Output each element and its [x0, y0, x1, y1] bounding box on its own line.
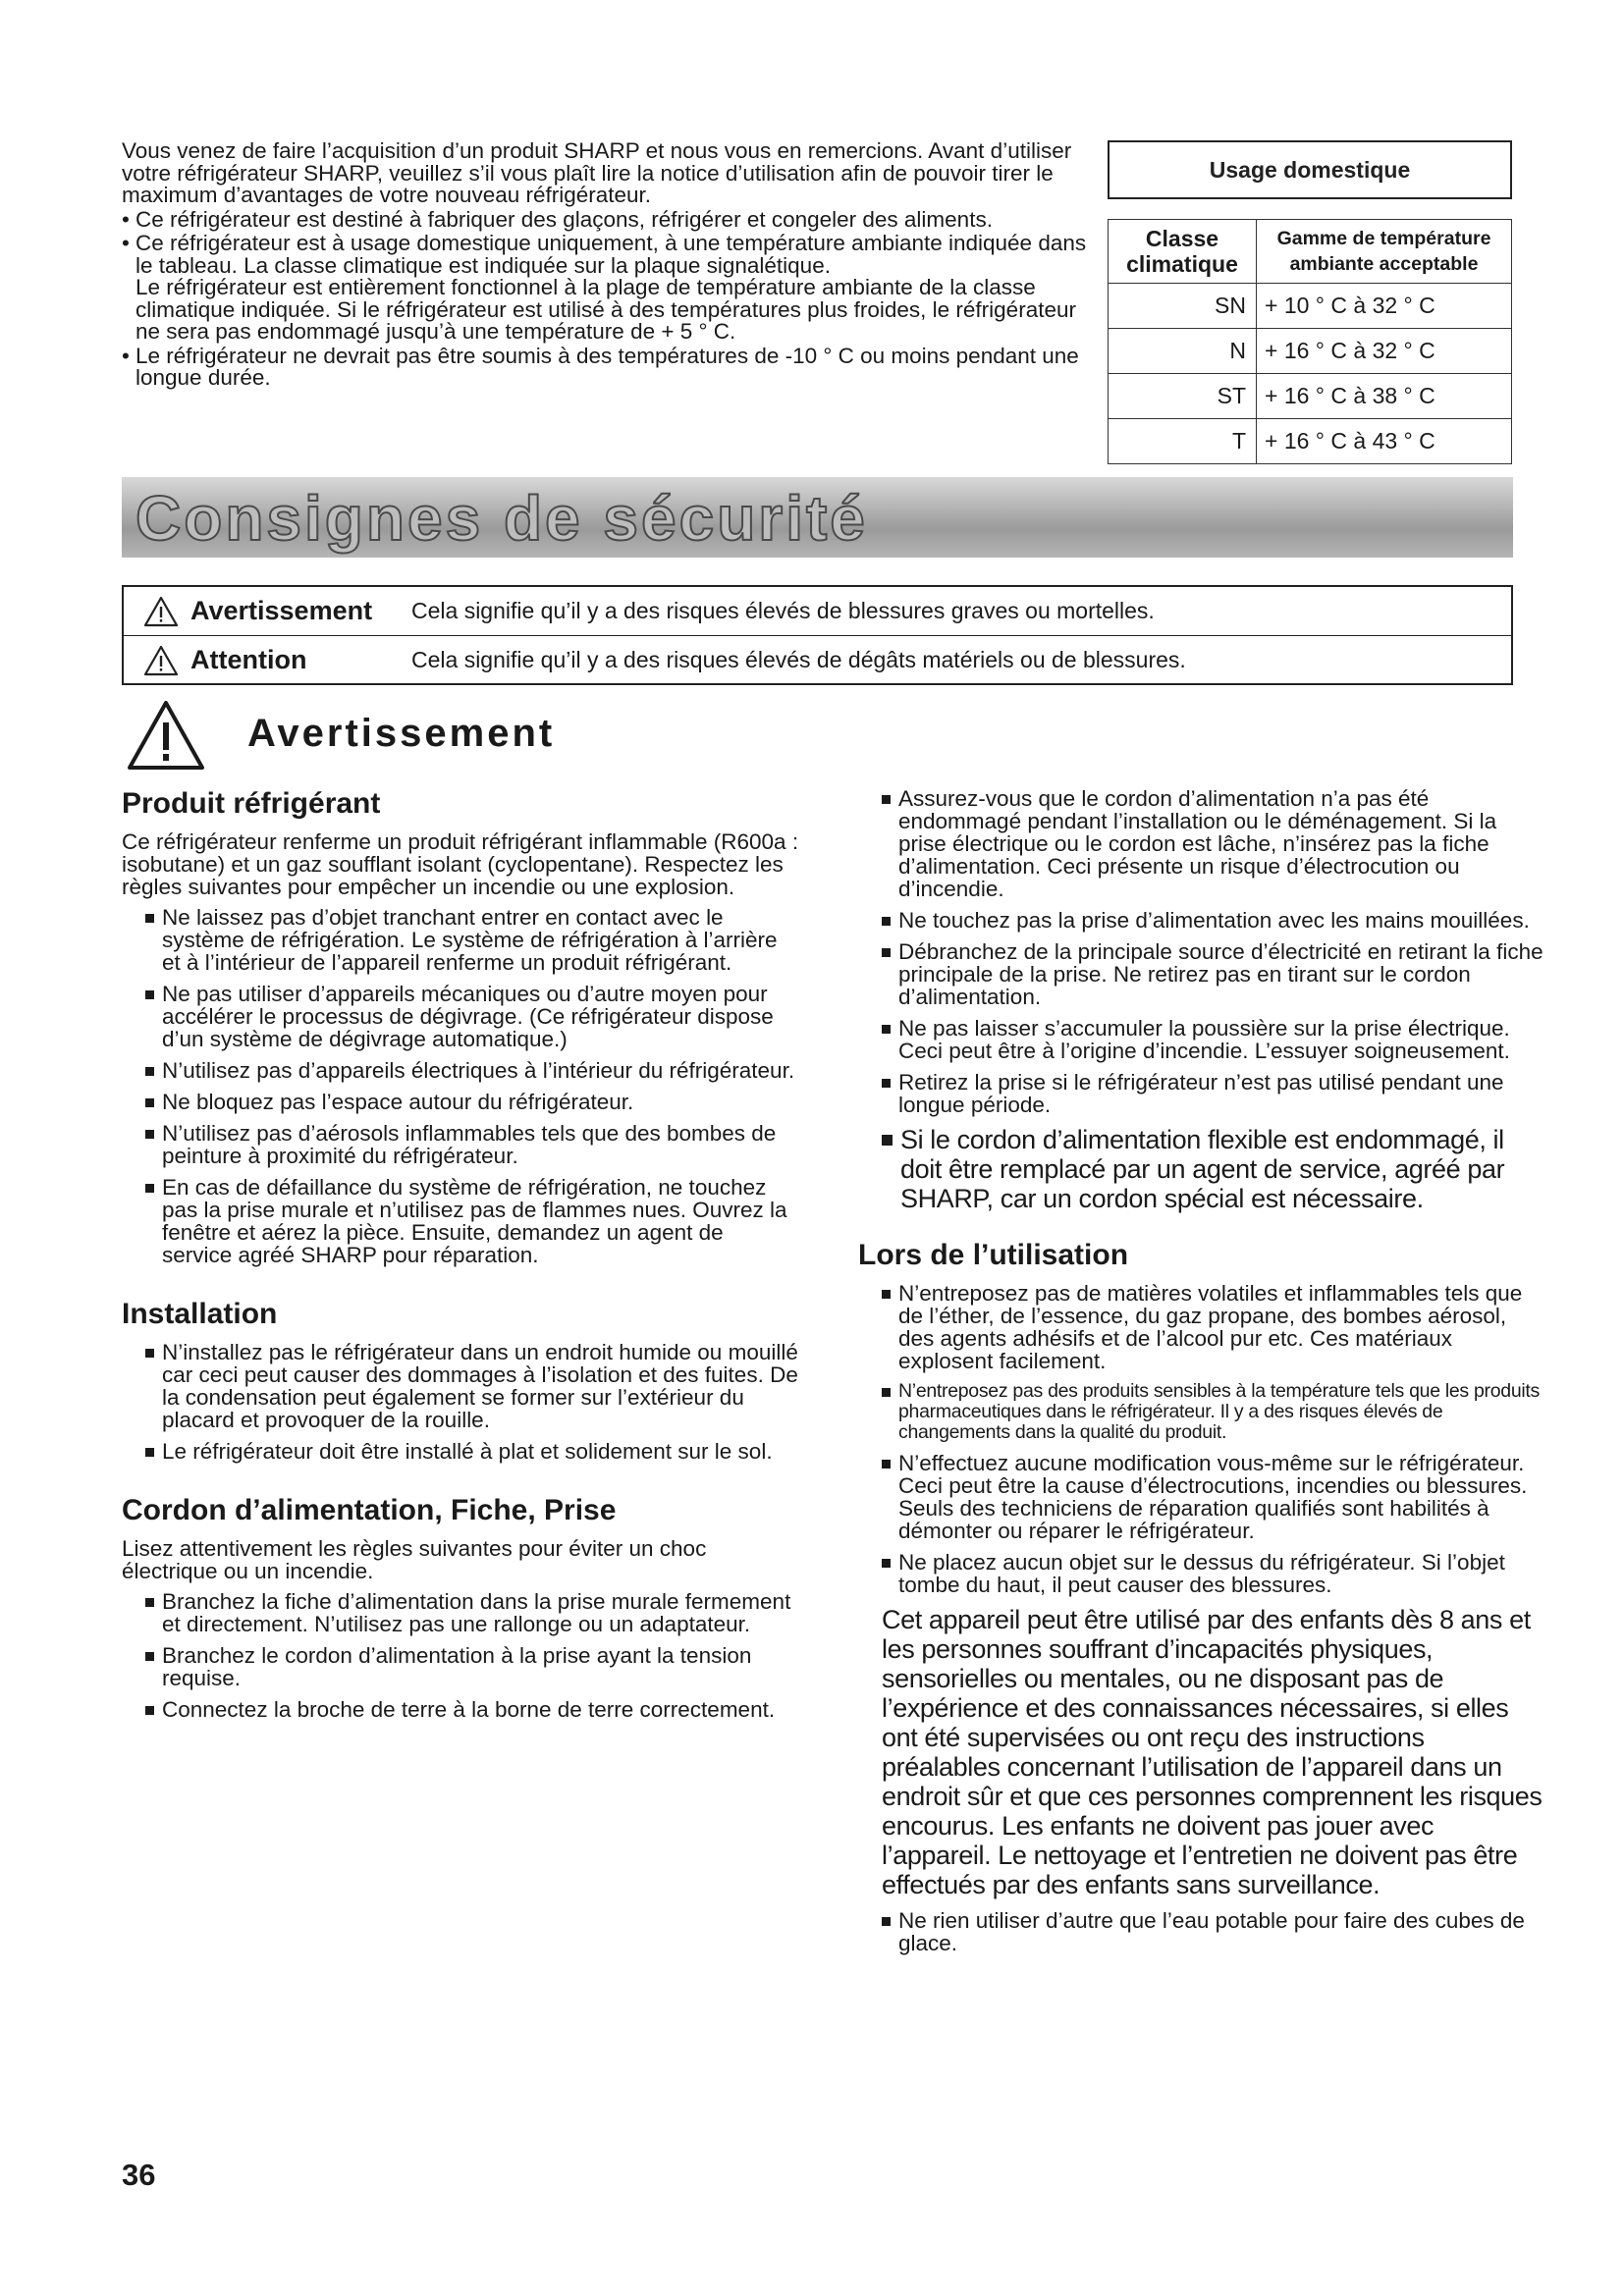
list-item-text: Branchez la fiche d’alimentation dans la prise murale fermement et directement. N’utilisez pas une rallonge ou un adaptateur. [162, 1589, 791, 1636]
warning-triangle-icon [143, 645, 179, 676]
column-header-class: Classe climatique [1109, 220, 1257, 284]
square-bullet-icon [145, 1130, 154, 1139]
square-bullet-icon [882, 1388, 891, 1397]
legend-row-attention [124, 636, 1511, 684]
cell-class: T [1109, 419, 1257, 464]
list-item-text: Ne touchez pas la prise d’alimentation avec les mains mouillées. [898, 908, 1530, 933]
intro-bullet-text: Ce réfrigérateur est destiné à fabriquer des glaçons, réfrigérer et congeler des aliments. [135, 206, 993, 232]
square-bullet-icon [882, 917, 891, 926]
square-bullet-icon [145, 1598, 154, 1607]
right-column [858, 787, 1545, 1963]
list-item [882, 1071, 1545, 1116]
cell-range: + 10 ° C à 32 ° C [1257, 284, 1512, 329]
list-item-text: N’entreposez pas des produits sensibles à la température tels que les produits pharmaceutiques dans le réfrigérateur. Il y a des risques élevés de changements dans la qualité du produit. [898, 1380, 1540, 1443]
intro-bullet-extra: Le réfrigérateur est entièrement fonctionnel à la plage de température ambiante de la classe climatique indiquée. Si le réfrigérateur est utilisé à des températures plus froides, le réfrigérateur ne sera pas endommagé jusqu’à une température de + 5 ° C. [135, 275, 1076, 344]
square-bullet-icon [882, 1917, 891, 1926]
square-bullet-icon [882, 1079, 891, 1088]
list-item [145, 1122, 799, 1167]
section-title-cordon: Cordon d’alimentation, Fiche, Prise [122, 1494, 617, 1526]
table-row [1109, 419, 1512, 464]
list-item [882, 1017, 1545, 1062]
legend-row-avertissement [124, 587, 1511, 636]
square-bullet-icon [882, 1025, 891, 1034]
list-item [145, 1059, 799, 1082]
intro-paragraph: Vous venez de faire l’acquisition d’un produit SHARP et nous vous en remercions. Avant d’utiliser votre réfrigérateur SHARP, veuillez s’il vous plaît lire la notice d’utilisation afin de pouvoir tirer le maximum d’avantages de votre nouveau réfrigérateur. [122, 138, 1072, 207]
column-header-range: Gamme de température ambiante acceptable [1257, 220, 1512, 284]
list-item [145, 1091, 799, 1113]
square-bullet-icon [145, 1652, 154, 1661]
cell-class: N [1109, 329, 1257, 374]
list-item [145, 906, 799, 974]
square-bullet-icon [145, 1706, 154, 1715]
list-item [882, 1381, 1545, 1443]
page-number: 36 [122, 2158, 156, 2192]
list-item [145, 1176, 799, 1266]
square-bullet-icon [882, 1559, 891, 1568]
table-header-row [1109, 220, 1512, 284]
table-row [1109, 284, 1512, 329]
intro-bullet [122, 233, 1094, 344]
climate-header: Usage domestique [1108, 140, 1512, 199]
section-title-produit: Produit réfrigérant [122, 787, 381, 820]
cell-range: + 16 ° C à 38 ° C [1257, 374, 1512, 419]
list-item-text: Ne laissez pas d’objet tranchant entrer en contact avec le système de réfrigération. Le système de réfrigération à l’arrière et à l’intérieur de l’appareil renferme un produit réfrigérant. [162, 905, 778, 975]
list-item [145, 1440, 799, 1463]
list-item-text: N’utilisez pas d’appareils électriques à l’intérieur du réfrigérateur. [162, 1058, 795, 1083]
list-item [145, 1341, 799, 1431]
list-item-text: Le réfrigérateur doit être installé à plat et solidement sur le sol. [162, 1439, 773, 1464]
list-item [882, 1282, 1545, 1372]
square-bullet-icon [145, 1067, 154, 1076]
section-intro: Ce réfrigérateur renferme un produit réfrigérant inflammable (R600a : isobutane) et un gaz soufflant isolant (cyclopentane). Respectez les règles suivantes pour empêcher un incendie ou une explosion. [122, 829, 799, 899]
square-bullet-icon [145, 914, 154, 923]
bullet-dot: • [122, 231, 130, 255]
square-bullet-icon [882, 948, 891, 957]
climate-class-panel [1108, 140, 1512, 464]
list-item-text: Branchez le cordon d’alimentation à la prise ayant la tension requise. [162, 1643, 752, 1690]
table-row [1109, 374, 1512, 419]
list-item [882, 1452, 1545, 1542]
cell-range: + 16 ° C à 32 ° C [1257, 329, 1512, 374]
list-item [882, 1551, 1545, 1596]
list-item-text: Connectez la broche de terre à la borne de terre correctement. [162, 1697, 776, 1722]
section-title-utilisation: Lors de l’utilisation [858, 1239, 1129, 1271]
square-bullet-icon [145, 990, 154, 999]
intro-bullet-text: Le réfrigérateur ne devrait pas être soumis à des températures de -10 ° C ou moins pendant une longue durée. [135, 343, 1079, 390]
square-bullet-icon [882, 1290, 891, 1299]
list-item [145, 983, 799, 1050]
list-item [145, 1644, 799, 1689]
list-item-text: Ne placez aucun objet sur le dessus du réfrigérateur. Si l’objet tombe du haut, il peut causer des blessures. [898, 1550, 1505, 1597]
intro-bullet [122, 343, 1094, 390]
cell-class: SN [1109, 284, 1257, 329]
warning-triangle-icon [143, 596, 179, 627]
section-title-installation: Installation [122, 1298, 278, 1330]
legend-term: Avertissement [190, 596, 373, 625]
intro-bullet [122, 206, 1094, 232]
list-item [882, 787, 1545, 900]
list-item-text: Retirez la prise si le réfrigérateur n’est pas utilisé pendant une longue période. [898, 1070, 1504, 1117]
list-item-text: Ne pas laisser s’accumuler la poussière sur la prise électrique. Ceci peut être à l’origine d’incendie. L’essuyer soigneusement. [898, 1016, 1510, 1063]
climate-table [1108, 219, 1512, 464]
list-item-text: En cas de défaillance du système de réfrigération, ne touchez pas la prise murale et n’utilisez pas de flammes nues. Ouvrez la fenêtre et aérez la pièce. Ensuite, demandez un agent de service agréé SHARP pour réparation. [162, 1175, 787, 1267]
warning-legend [122, 585, 1513, 685]
square-bullet-icon [882, 795, 891, 804]
intro-bullet-group [135, 233, 1094, 344]
bullet-dot: • [122, 343, 130, 368]
list-item-text: Assurez-vous que le cordon d’alimentation n’a pas été endommagé pendant l’installation ou le déménagement. Si la prise électrique ou le cordon est lâche, n’insérez pas la fiche d’alimentation. Ceci présente un risque d’électrocution ou d’incendie. [898, 786, 1497, 901]
list-item-text: Débranchez de la principale source d’électricité en retirant la fiche principale de la prise. Ne retirez pas en tirant sur le cordon d’alimentation. [898, 939, 1543, 1009]
section-intro: Lisez attentivement les règles suivantes pour éviter un choc électrique ou un incendie. [122, 1536, 707, 1583]
square-bullet-icon [882, 1135, 893, 1146]
intro-block [122, 140, 1104, 390]
square-bullet-icon [145, 1184, 154, 1193]
list-item-text: Si le cordon d’alimentation flexible est endommagé, il doit être remplacé par un agent de service, agréé par SHARP, car un cordon spécial est nécessaire. [900, 1125, 1505, 1213]
list-item-text: Ne rien utiliser d’autre que l’eau potable pour faire des cubes de glace. [898, 1908, 1525, 1955]
square-bullet-icon [145, 1448, 154, 1457]
list-item [882, 1909, 1545, 1954]
legend-description: Cela signifie qu’il y a des risques élevés de blessures graves ou mortelles. [411, 598, 1155, 623]
list-item-text: N’effectuez aucune modification vous-même sur le réfrigérateur. Ceci peut être la cause d’électrocutions, incendies ou blessures. Seuls des techniciens de réparation qualifiés sont habilités à démonter ou réparer le réfrigérateur. [898, 1451, 1528, 1543]
list-item [145, 1590, 799, 1635]
children-notice: Cet appareil peut être utilisé par des enfants dès 8 ans et les personnes souffrant d’incapacités physiques, sensorielles ou mentales, ou ne disposant pas de l’expérience et des connaissances nécessaires, si elles ont été supervisées ou ont reçu des instructions préalables concernant l’utilisation de l’appareil dans un endroit sûr et que ces personnes comprennent les risques encourus. Les enfants ne doivent pas jouer avec l’appareil. Le nettoyage et l’entretien ne doivent pas être effectués par des enfants sans surveillance. [882, 1605, 1543, 1899]
list-item-text: N’utilisez pas d’aérosols inflammables tels que des bombes de peinture à proximité du réfrigérateur. [162, 1121, 777, 1168]
square-bullet-icon [145, 1098, 154, 1107]
bullet-dot: • [122, 206, 130, 232]
list-item [882, 940, 1545, 1008]
list-item-text: Ne bloquez pas l’espace autour du réfrigérateur. [162, 1090, 634, 1114]
list-item-text: Ne pas utiliser d’appareils mécaniques ou d’autre moyen pour accélérer le processus de dégivrage. (Ce réfrigérateur dispose d’un système de dégivrage automatique.) [162, 982, 774, 1051]
banner-title: Consignes de sécurité [135, 483, 868, 554]
legend-term: Attention [190, 645, 307, 674]
list-item [145, 1698, 799, 1721]
cell-range: + 16 ° C à 43 ° C [1257, 419, 1512, 464]
warning-triangle-icon [126, 699, 206, 772]
list-item-text: N’entreposez pas de matières volatiles et inflammables tels que de l’éther, de l’essence, du gaz propane, des bombes aérosol, des agents adhésifs et de l’alcool pur etc. Ces matériaux explosent facilement. [898, 1281, 1523, 1373]
left-column [122, 787, 799, 1730]
cell-class: ST [1109, 374, 1257, 419]
list-item [882, 1125, 1545, 1213]
warning-heading: Avertissement [247, 712, 556, 755]
list-item-text: N’installez pas le réfrigérateur dans un endroit humide ou mouillé car ceci peut causer des dommages à l’isolation et des fuites. De la condensation peut également se former sur l’extérieur du placard et provoquer de la rouille. [162, 1340, 798, 1432]
square-bullet-icon [145, 1349, 154, 1358]
intro-bullet-text: Ce réfrigérateur est à usage domestique uniquement, à une température ambiante indiquée dans le tableau. La classe climatique est indiquée sur la plaque signalétique. [135, 231, 1087, 278]
list-item [882, 909, 1545, 932]
square-bullet-icon [882, 1460, 891, 1468]
table-row [1109, 329, 1512, 374]
legend-description: Cela signifie qu’il y a des risques élevés de dégâts matériels ou de blessures. [411, 647, 1186, 672]
